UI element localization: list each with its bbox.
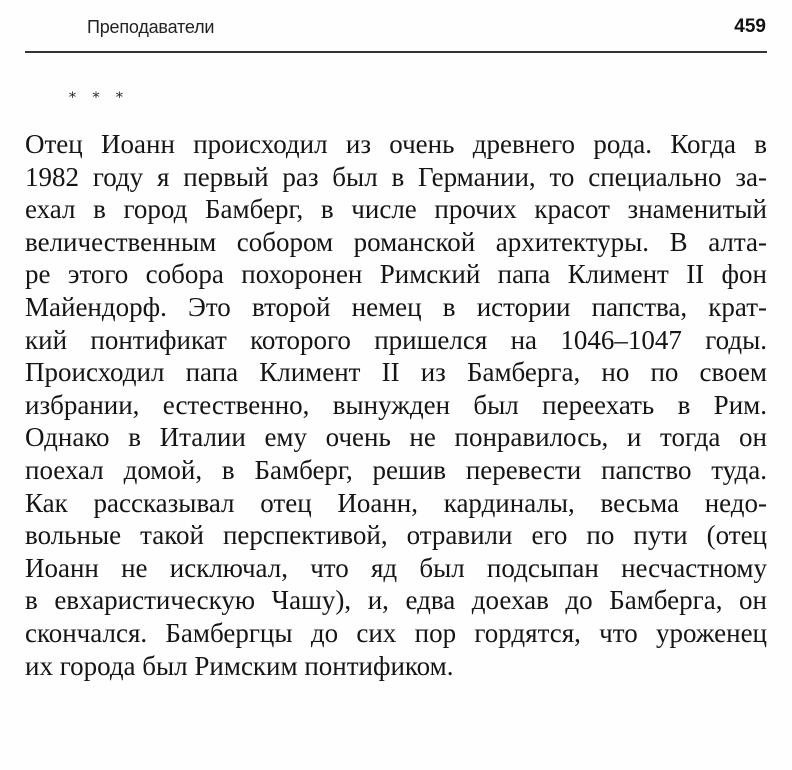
section-break: * * *	[69, 90, 125, 106]
paragraph	[25, 128, 767, 682]
text-line: 1982 году я первый раз был в Германии, то специально за-	[25, 161, 767, 192]
text-line: Отец Иоанн происходил из очень древнего рода. Когда в	[25, 129, 767, 159]
page-number: 459	[734, 16, 766, 37]
text-line: кий понтификат которого пришелся на 1046–1047 годы.	[25, 324, 767, 355]
text-line: в евхаристическую Чашу), и, едва доехав до Бамберга, он	[25, 585, 767, 616]
text-line: вольные такой перспективой, отравили его по пути (отец	[25, 520, 767, 551]
text-line: их города был Римским понтификом.	[25, 650, 454, 681]
header-rule	[25, 51, 767, 53]
text-line: Происходил папа Климент II из Бамберга, но по своем	[25, 357, 767, 388]
text-line: Майендорф. Это второй немец в истории папства, крат-	[25, 291, 767, 322]
text-line: поехал домой, в Бамберг, решив перевести папство туда.	[25, 454, 767, 485]
text-line: избрании, естественно, вынужден был переехать в Рим.	[25, 389, 767, 420]
text-line: Как рассказывал отец Иоанн, кардиналы, весьма недо-	[25, 487, 767, 518]
text-line: скончался. Бамбергцы до сих пор гордятся, что уроженец	[25, 617, 767, 648]
text-line: Однако в Италии ему очень не понравилось, и тогда он	[25, 422, 767, 453]
running-title: Преподаватели	[87, 17, 215, 37]
text-line: Иоанн не исключал, что яд был подсыпан несчастному	[25, 552, 767, 583]
text-line: ехал в город Бамберг, в числе прочих красот знаменитый	[25, 194, 767, 225]
text-line: ре этого собора похоронен Римский папа Климент II фон	[25, 259, 767, 290]
text-line: величественным собором романской архитектуры. В алта-	[25, 226, 767, 257]
